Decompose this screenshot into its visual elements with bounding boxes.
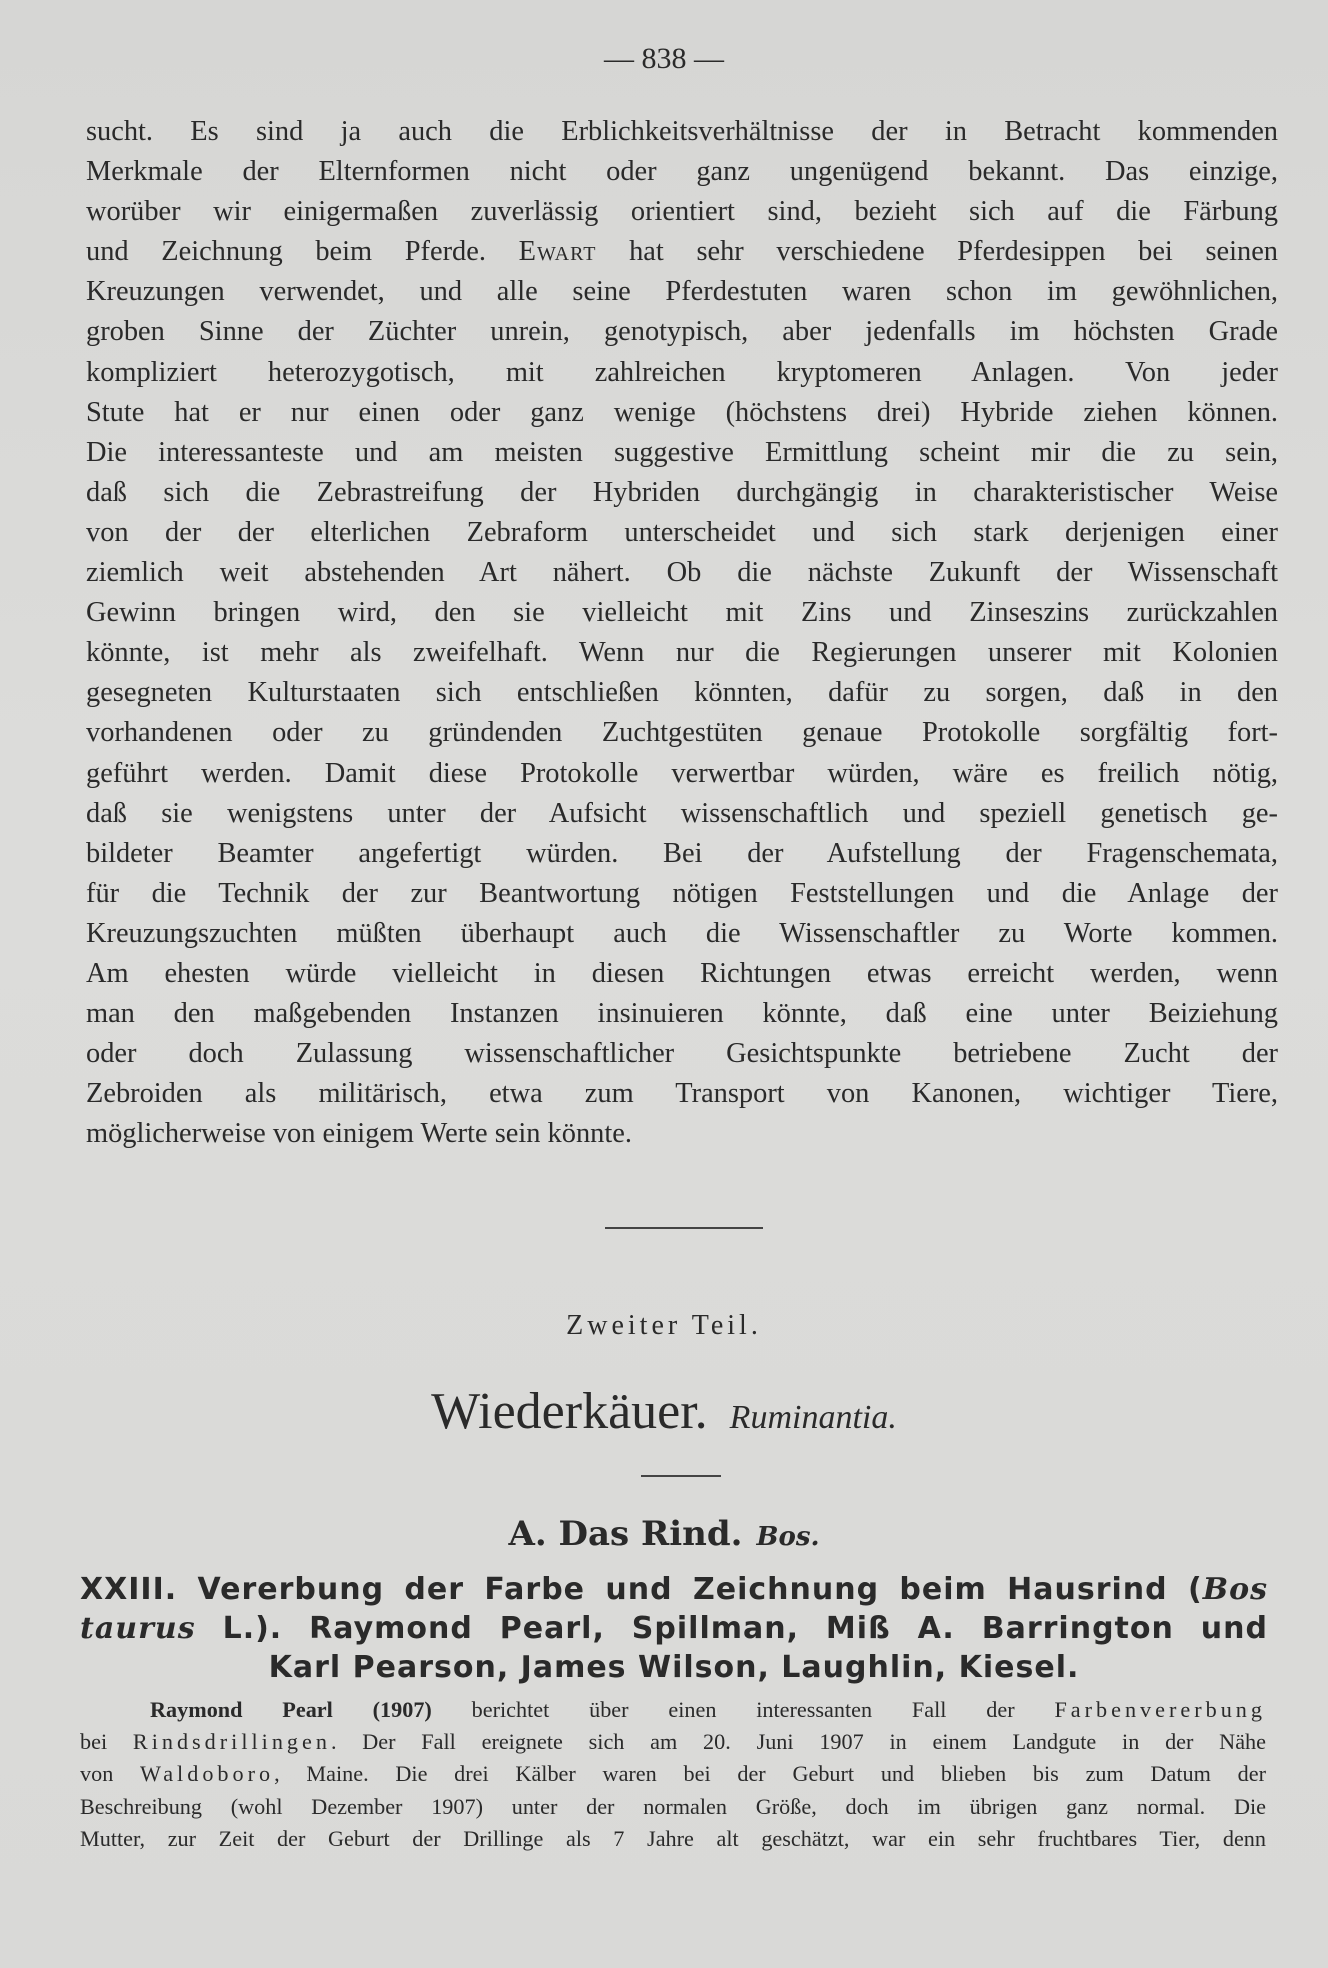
text-line: kompliziert heterozygotisch, mit zahlreichen kryptomeren Anlagen. Von jeder bbox=[86, 356, 1278, 388]
text-line: man den maßgebenden Instanzen insinuieren könnte, daß eine unter Beiziehung bbox=[86, 998, 1278, 1030]
text-line: ziemlich weit abstehenden Art nähert. Ob die nächste Zukunft der Wissenschaft bbox=[86, 557, 1278, 589]
chapter-line bbox=[80, 1609, 1268, 1648]
text-fragment: berichtet über einen interessanten Fall der bbox=[431, 1697, 1055, 1722]
text-line: Kreuzungszuchten müßten überhaupt auch die Wissenschaftler zu Worte kommen. bbox=[86, 917, 1278, 949]
text-line: könnte, ist mehr als zweifelhaft. Wenn nur die Regierungen unserer mit Kolonien bbox=[86, 637, 1278, 669]
section-title-latin: Bos. bbox=[756, 1522, 820, 1552]
part-title-main: Wiederkäuer. bbox=[431, 1383, 708, 1440]
main-paragraph bbox=[86, 112, 1278, 1154]
latin-name: taurus bbox=[80, 1611, 196, 1646]
chapter-line bbox=[80, 1570, 1268, 1609]
text-fragment: und Zeichnung beim Pferde. bbox=[86, 236, 486, 268]
text-fragment: L.). Raymond Pearl, Spillman, Miß A. Barrington und bbox=[195, 1611, 1268, 1646]
text-line: geführt werden. Damit diese Protokolle verwertbar würden, wäre es freilich nötig, bbox=[86, 757, 1278, 789]
section-title bbox=[0, 1514, 1328, 1554]
emphasis-spaced: Farbenvererbung bbox=[1054, 1697, 1266, 1722]
text-line: Kreuzungen verwendet, und alle seine Pferdestuten waren schon im gewöhnlichen, bbox=[86, 276, 1278, 308]
emphasis-spaced: Rindsdrillingen bbox=[132, 1729, 331, 1755]
divider-rule-short bbox=[641, 1475, 721, 1477]
text-line: gesegneten Kulturstaaten sich entschließen könnten, dafür zu sorgen, daß in den bbox=[86, 677, 1278, 709]
chapter-heading bbox=[80, 1570, 1268, 1687]
text-line: Am ehesten würde vielleicht in diesen Richtungen etwas erreicht werden, wenn bbox=[86, 957, 1278, 989]
text-line: Gewinn bringen wird, den sie vielleicht mit Zins und Zinseszins zurückzahlen bbox=[86, 597, 1278, 629]
part-title-latin: Ruminantia. bbox=[729, 1399, 897, 1436]
text-line bbox=[80, 1694, 1266, 1726]
text-line: worüber wir einigermaßen zuverlässig orientiert sind, bezieht sich auf die Färbung bbox=[86, 196, 1278, 228]
text-line bbox=[80, 1758, 1266, 1790]
text-line: Merkmale der Elternformen nicht oder ganz ungenügend bekannt. Das einzige, bbox=[86, 156, 1278, 188]
part-label: Zweiter Teil. bbox=[566, 1310, 762, 1341]
text-line: Die interessanteste und am meisten suggestive Ermittlung scheint mir die zu sein, bbox=[86, 436, 1278, 468]
text-line: Mutter, zur Zeit der Geburt der Drillinge als 7 Jahre alt geschätzt, war ein sehr fruchtbares Tier, denn bbox=[80, 1825, 1266, 1851]
text-line: vorhandenen oder zu gründenden Zuchtgestüten genaue Protokolle sorgfältig fort- bbox=[86, 717, 1278, 749]
text-line: Beschreibung (wohl Dezember 1907) unter der normalen Größe, doch im übrigen ganz normal. Die bbox=[80, 1793, 1266, 1819]
text-line: Zebroiden als militärisch, etwa zum Transport von Kanonen, wichtiger Tiere, bbox=[86, 1078, 1278, 1110]
text-line: sucht. Es sind ja auch die Erblichkeitsverhältnisse der in Betracht kommenden bbox=[86, 116, 1278, 147]
text-line: bildeter Beamter angefertigt würden. Bei der Aufstellung der Fragenschemata, bbox=[86, 837, 1278, 869]
text-line: für die Technik der zur Beantwortung nötigen Feststellungen und die Anlage der bbox=[86, 877, 1278, 909]
text-fragment: . Der Fall ereignete sich am 20. Juni 1907 in einem Landgute in der Nähe bbox=[330, 1729, 1266, 1755]
emphasis-spaced: Waldoboro bbox=[140, 1761, 275, 1787]
section-title-main: A. Das Rind. bbox=[508, 1514, 743, 1554]
author-citation: Raymond Pearl (1907) bbox=[150, 1697, 432, 1722]
text-fragment: bei bbox=[80, 1729, 133, 1755]
text-line bbox=[80, 1726, 1266, 1758]
author-name: Ewart bbox=[518, 236, 597, 268]
text-line: groben Sinne der Züchter unrein, genotypisch, aber jedenfalls im höchsten Grade bbox=[86, 316, 1278, 348]
text-line: daß sie wenigstens unter der Aufsicht wissenschaftlich und speziell genetisch ge- bbox=[86, 797, 1278, 829]
text-fragment: von bbox=[80, 1761, 141, 1787]
text-fragment: XXIII. Vererbung der Farbe und Zeichnung beim Hausrind ( bbox=[80, 1572, 1203, 1607]
chapter-line: Karl Pearson, James Wilson, Laughlin, Kiesel. bbox=[268, 1650, 1080, 1685]
latin-name: Bos bbox=[1202, 1572, 1268, 1607]
text-fragment: , Maine. Die drei Kälber waren bei der Geburt und blieben bis zum Datum der bbox=[274, 1761, 1266, 1787]
text-line: von der der elterlichen Zebraform unterscheidet und sich stark derjenigen einer bbox=[86, 516, 1278, 548]
text-line: daß sich die Zebrastreifung der Hybriden durchgängig in charakteristischer Weise bbox=[86, 476, 1278, 508]
page-number: — 838 — bbox=[604, 42, 724, 75]
text-line: oder doch Zulassung wissenschaftlicher Gesichtspunkte betriebene Zucht der bbox=[86, 1038, 1278, 1070]
text-line: möglicherweise von einigem Werte sein könnte. bbox=[86, 1118, 632, 1150]
text-line: Stute hat er nur einen oder ganz wenige (höchstens drei) Hybride ziehen können. bbox=[86, 396, 1278, 428]
divider-rule bbox=[605, 1227, 763, 1229]
part-title bbox=[0, 1382, 1328, 1441]
text-fragment: hat sehr verschiedene Pferdesippen bei seinen bbox=[596, 236, 1279, 268]
small-print-paragraph bbox=[80, 1694, 1266, 1855]
text-line bbox=[86, 232, 1278, 272]
